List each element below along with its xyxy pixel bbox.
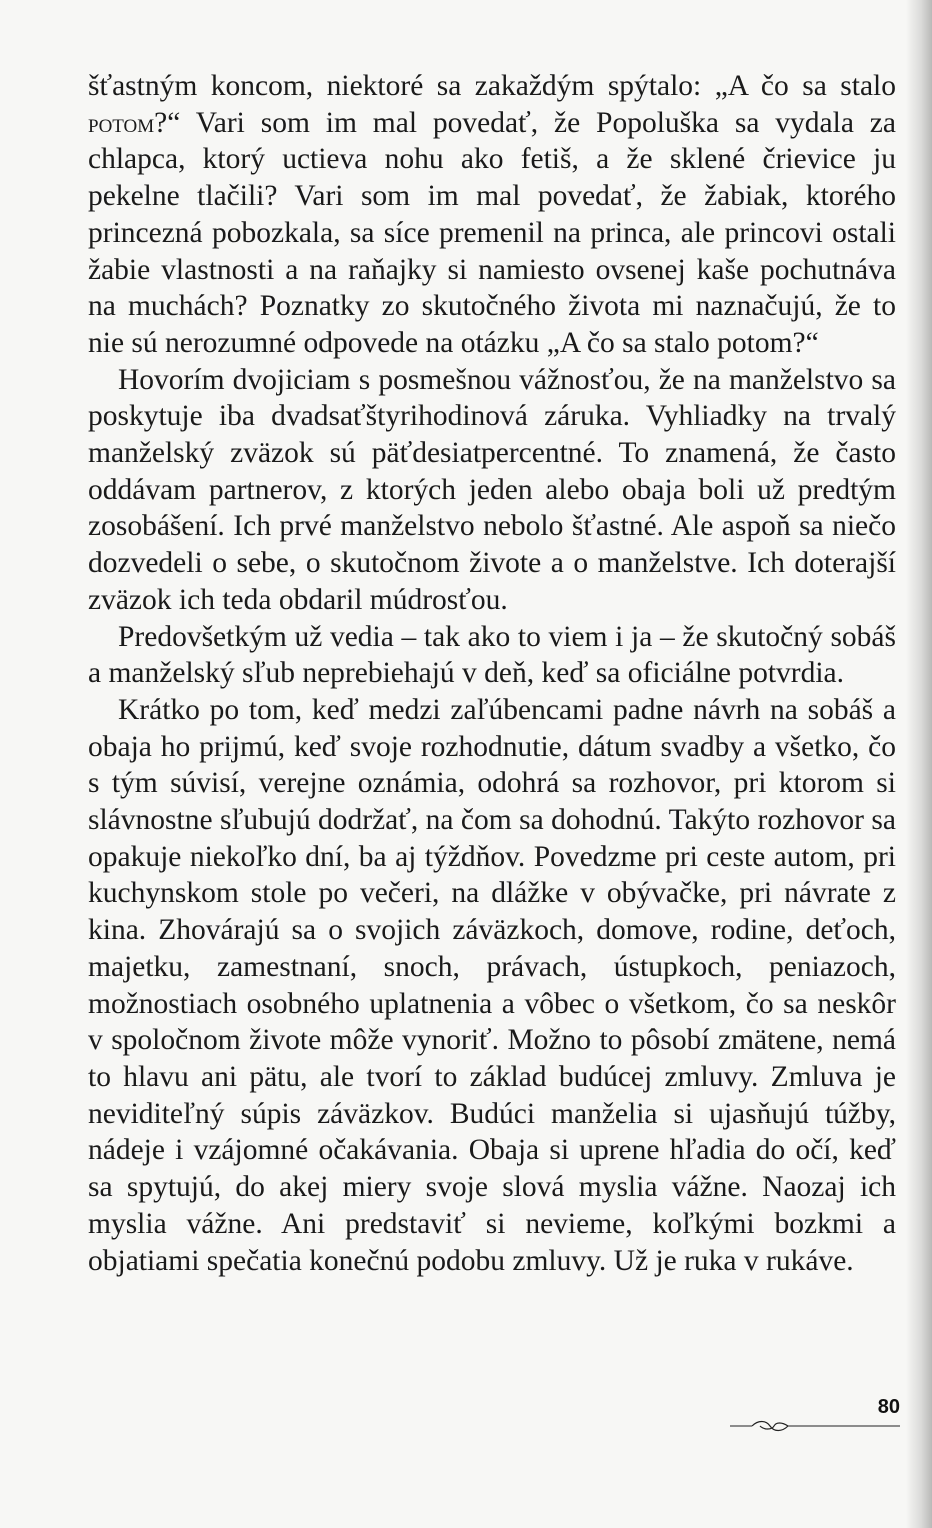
paragraph-continuation: šťastným koncom, niektoré sa zakaždým spýtalo: „A čo sa stalo potom?“ Vari som im mal povedať, že Popoluška sa vydala za chlapca, ktorý uctieva nohu ako fetiš, a že sklené črievice ju pekelne tlačili? Vari som im mal povedať, že žabiak, ktorého princezná pobozkala, sa síce premenil na princa, ale princovi ostali žabie vlastnosti a na raňajky si namiesto ovsenej kaše pochutnáva na muchách? Poznatky zo skutočného života mi naznačujú, že to nie sú nerozumné odpovede na otázku „A čo sa stalo potom?“	[88, 70, 896, 359]
page-footer	[730, 1396, 900, 1436]
paragraph: Hovorím dvojiciam s posmešnou vážnosťou, že na manželstvo sa poskytuje iba dvadsaťštyrihodinová záruka. Vyhliadky na trvalý manželský zväzok sú päťdesiatpercentné. To znamená, že často oddávam partnerov, z ktorých jeden alebo obaja boli už predtým zosobášení. Ich prvé manželstvo nebolo šťastné. Ale aspoň sa niečo dozvedeli o sebe, o skutočnom živote a o manželstve. Ich doterajší zväzok ich teda obdaril múdrosťou.	[88, 363, 896, 616]
ornament-line-icon	[730, 1418, 900, 1434]
paragraph: Krátko po tom, keď medzi zaľúbencami padne návrh na sobáš a obaja ho prijmú, keď svoje rozhodnutie, dátum svadby a všetko, čo s tým súvisí, verejne oznámia, odohrá sa rozhovor, pri ktorom si slávnostne sľubujú dodržať, na čom sa dohodnú. Takýto rozhovor sa opakuje niekoľko dní, ba aj týždňov. Povedzme pri ceste autom, pri kuchynskom stole po večeri, na dlážke v obývačke, pri návrate z kina. Zhovárajú sa o svojich záväzkoch, domove, rodine, deťoch, majetku, zamestnaní, snoch, právach, ústupkoch, peniazoch, možnostiach osobného uplatnenia a vôbec o všetkom, čo sa neskôr v spoločnom živote môže vynoriť. Možno to pôsobí zmätene, nemá to hlavu ani pätu, ale tvorí to základ budúcej zmluvy. Zmluva je neviditeľný súpis záväzkov. Budúci manželia si ujasňujú túžby, nádeje i vzájomné očakávania. Obaja si uprene hľadia do očí, keď sa spytujú, do akej miery svoje slová myslia vážne. Naozaj ich myslia vážne. Ani predstaviť si nevieme, koľkými bozkmi a objatiami spečatia konečnú podobu zmluvy. Už je ruka v rukáve.	[88, 693, 896, 1277]
paragraph: Predovšetkým už vedia – tak ako to viem i ja – že skutočný sobáš a manželský sľub neprebiehajú v deň, keď sa oficiálne potvrdia.	[88, 620, 896, 690]
body-text	[88, 68, 896, 1279]
page-number: 80	[877, 1396, 900, 1418]
